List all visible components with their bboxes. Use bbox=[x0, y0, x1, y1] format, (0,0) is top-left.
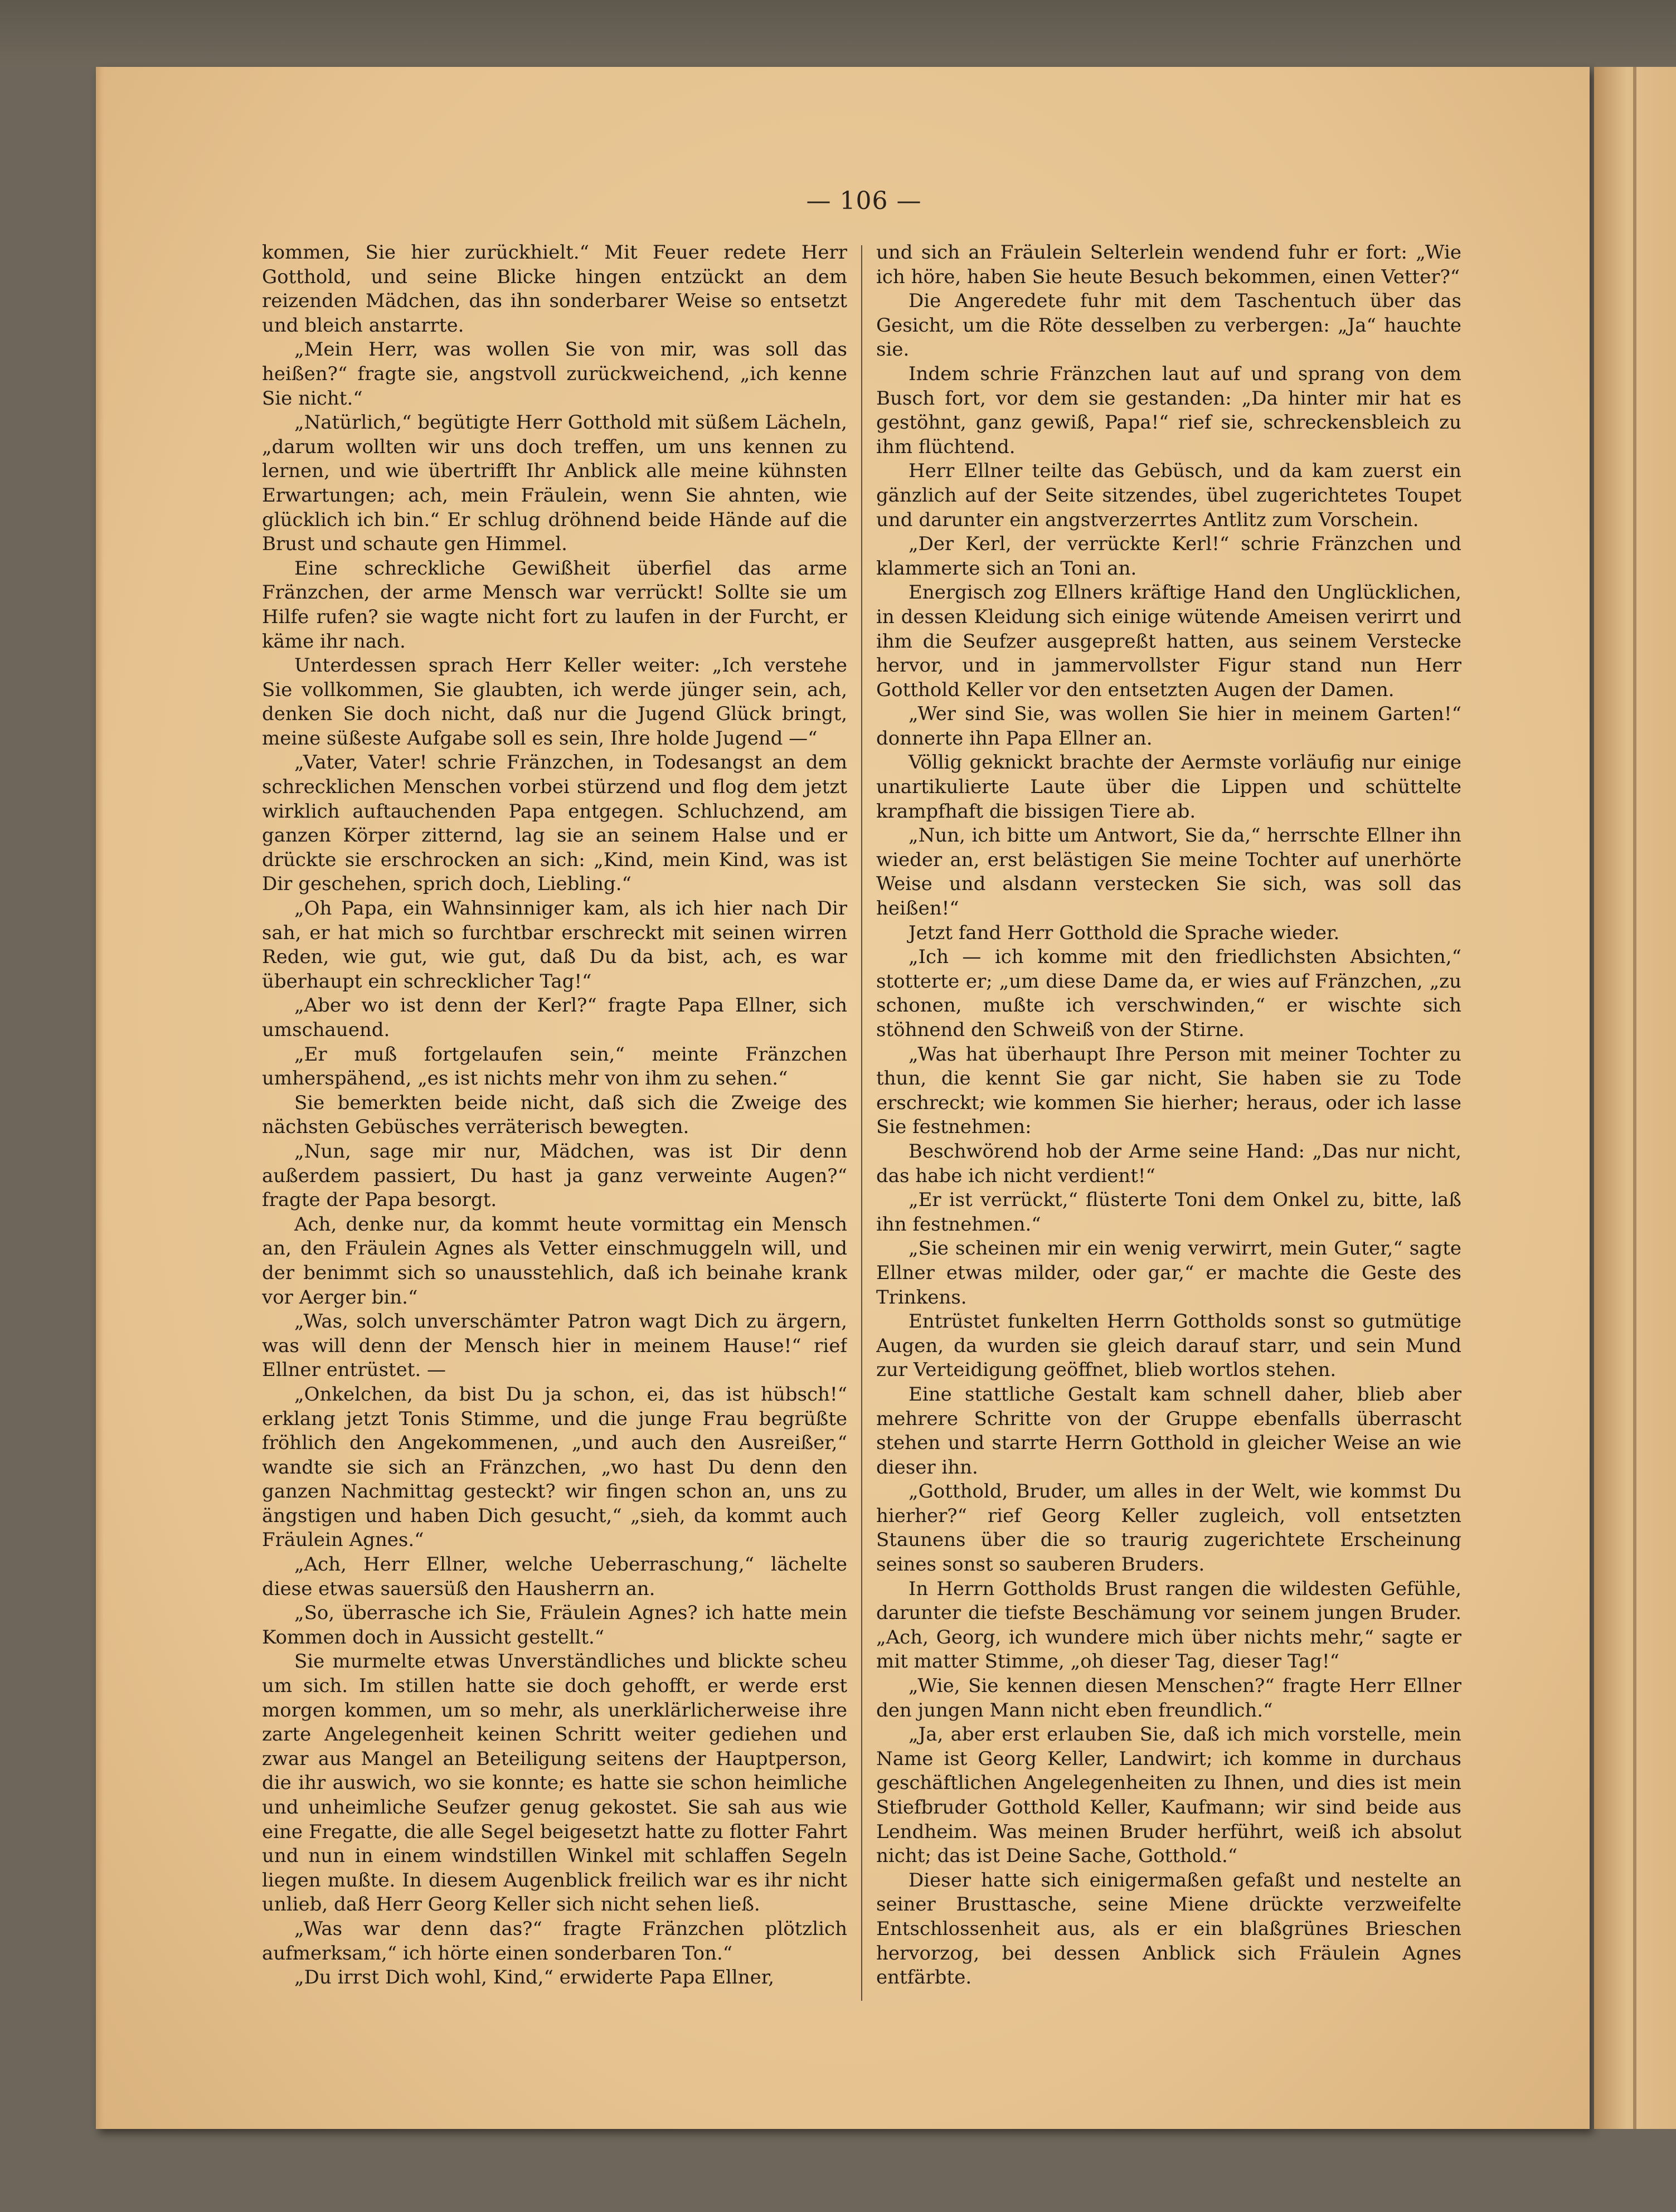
paragraph: Jetzt fand Herr Gotthold die Sprache wieder. bbox=[909, 921, 1340, 944]
paragraph: „Was hat überhaupt Ihre Person mit meiner Tochter zu thun, die kennt Sie gar nicht, Sie haben sie zu Tode erschreckt; wie kommen Sie hierher; heraus, oder ich lasse Sie festnehmen: bbox=[876, 1043, 1461, 1139]
paragraph: „Ich — ich komme mit den friedlichsten Absichten,“ stotterte er; „um diese Dame da, er wies auf Fränzchen, „zu schonen, mußte ich verschwinden,“ er wischte sich stöhnend den Schweiß von der Stirne. bbox=[876, 946, 1461, 1041]
paragraph: Ach, denke nur, da kommt heute vormittag ein Mensch an, den Fräulein Agnes als Vetter einschmuggeln will, und der benimmt sich so unausstehlich, daß ich beinahe krank vor Aerger bin.“ bbox=[262, 1213, 847, 1309]
paragraph: In Herrn Gottholds Brust rangen die wildesten Gefühle, darunter die tiefste Beschämung vor seinem jungen Bruder. „Ach, Georg, ich wundere mich über nichts mehr,“ sagte er mit matter Stimme, „oh dieser Tag, dieser Tag!“ bbox=[876, 1577, 1461, 1673]
paragraph: „Vater, Vater! schrie Fränzchen, in Todesangst an dem schrecklichen Menschen vorbei stürzend und flog dem jetzt wirklich auftauchenden Papa entgegen. Schluchzend, am ganzen Körper zitternd, lag sie an seinem Halse und er drückte sie erschrocken an sich: „Kind, mein Kind, was ist Dir geschehen, sprich doch, Liebling.“ bbox=[262, 751, 847, 896]
paragraph: Energisch zog Ellners kräftige Hand den Unglücklichen, in dessen Kleidung sich einige wütende Ameisen verirrt und ihm die Seufzer ausgepreßt hatten, aus seinem Verstecke hervor, und in jammervollster Figur stand nun Herr Gotthold Keller vor den entsetzten Augen der Damen. bbox=[876, 581, 1461, 701]
paragraph: kommen, Sie hier zurückhielt.“ Mit Feuer redete Herr Gotthold, und seine Blicke hingen entzückt an dem reizenden Mädchen, das ihn sonderbarer Weise so entsetzt und bleich anstarrte. bbox=[262, 241, 847, 337]
paragraph: Dieser hatte sich einigermaßen gefaßt und nestelte an seiner Brusttasche, seine Miene drückte verzweifelte Entschlossenheit aus, als er ein blaßgrünes Brieschen hervorzog, bei dessen Anblick sich Fräulein Agnes entfärbte. bbox=[876, 1869, 1461, 1989]
paragraph: „Oh Papa, ein Wahnsinniger kam, als ich hier nach Dir sah, er hat mich so furchtbar erschreckt mit seinen wirren Reden, wie gut, wie gut, daß Du da bist, ach, es war überhaupt ein schrecklicher Tag!“ bbox=[262, 897, 847, 993]
paragraph: „Nun, sage mir nur, Mädchen, was ist Dir denn außerdem passiert, Du hast ja ganz verweinte Augen?“ fragte der Papa besorgt. bbox=[262, 1140, 847, 1212]
paragraph: „Du irrst Dich wohl, Kind,“ erwiderte Papa Ellner, bbox=[294, 1966, 775, 1989]
paragraph: Die Angeredete fuhr mit dem Taschentuch über das Gesicht, um die Röte desselben zu verbergen: „Ja“ hauchte sie. bbox=[876, 290, 1461, 361]
paragraph: „Wer sind Sie, was wollen Sie hier in meinem Garten!“ donnerte ihn Papa Ellner an. bbox=[876, 703, 1461, 750]
page-number: — 106 — bbox=[806, 187, 922, 215]
paragraph: „Gotthold, Bruder, um alles in der Welt, wie kommst Du hierher?“ rief Georg Keller zugleich, voll entsetzten Staunens über die so traurig zugerichtete Erscheinung seines sonst so sauberen Bruders. bbox=[876, 1480, 1461, 1576]
paragraph: „Natürlich,“ begütigte Herr Gotthold mit süßem Lächeln, „darum wollten wir uns doch treffen, um uns kennen zu lernen, und wie übertrifft Ihr Anblick alle meine kühnsten Erwartungen; ach, mein Fräulein, wenn Sie ahnten, wie glücklich ich bin.“ Er schlug dröhnend beide Hände auf die Brust und schaute gen Himmel. bbox=[262, 411, 847, 556]
left-column bbox=[262, 241, 847, 2002]
column-divider bbox=[861, 245, 862, 2001]
paragraph: „Ja, aber erst erlauben Sie, daß ich mich vorstelle, mein Name ist Georg Keller, Landwirt; ich komme in durchaus geschäftlichen Angelegenheiten zu Ihnen, und dies ist mein Stiefbruder Gotthold Keller, Kaufmann; wir sind beide aus Lendheim. Was meinen Bruder herführt, weiß ich absolut nicht; das ist Deine Sache, Gotthold.“ bbox=[876, 1723, 1461, 1868]
right-column bbox=[876, 241, 1461, 2002]
paragraph: „Sie scheinen mir ein wenig verwirrt, mein Guter,“ sagte Ellner etwas milder, oder gar,“ er machte die Geste des Trinkens. bbox=[876, 1237, 1461, 1309]
paragraph: „Ach, Herr Ellner, welche Ueberraschung,“ lächelte diese etwas sauersüß den Hausherrn an. bbox=[262, 1553, 847, 1600]
paragraph: Entrüstet funkelten Herrn Gottholds sonst so gutmütige Augen, da wurden sie gleich darauf starr, und sein Mund zur Verteidigung geöffnet, blieb wortlos stehen. bbox=[876, 1310, 1461, 1382]
paragraph: „Nun, ich bitte um Antwort, Sie da,“ herrschte Ellner ihn wieder an, erst belästigen Sie meine Tochter auf unerhörte Weise und alsdann verstecken Sie sich, was soll das heißen!“ bbox=[876, 824, 1461, 920]
paragraph: Unterdessen sprach Herr Keller weiter: „Ich verstehe Sie vollkommen, Sie glaubten, ich werde jünger sein, ach, denken Sie doch nicht, daß nur die Jugend Glück bringt, meine süßeste Aufgabe soll es sein, Ihre holde Jugend —“ bbox=[262, 654, 847, 750]
paragraph: „Onkelchen, da bist Du ja schon, ei, das ist hübsch!“ erklang jetzt Tonis Stimme, und die junge Frau begrüßte fröhlich den Angekommenen, „und auch den Ausreißer,“ wandte sie sich an Fränzchen, „wo hast Du denn den ganzen Nachmittag gesteckt? wir fingen schon an, uns zu ängstigen und haben Dich gesucht,“ „sieh, da kommt auch Fräulein Agnes.“ bbox=[262, 1383, 847, 1552]
paragraph: „So, überrasche ich Sie, Fräulein Agnes? ich hatte mein Kommen doch in Aussicht gestellt.“ bbox=[262, 1602, 847, 1649]
adjacent-page-rule bbox=[1633, 67, 1636, 2129]
paragraph: Sie bemerkten beide nicht, daß sich die Zweige des nächsten Gebüsches verräterisch bewegten. bbox=[262, 1091, 847, 1139]
paragraph: Eine schreckliche Gewißheit überfiel das arme Fränzchen, der arme Mensch war verrückt! Sollte sie um Hilfe rufen? sie wagte nicht fort zu laufen in der Furcht, er käme ihr nach. bbox=[262, 557, 847, 653]
paragraph: Beschwörend hob der Arme seine Hand: „Das nur nicht, das habe ich nicht verdient!“ bbox=[876, 1140, 1461, 1187]
paragraph: „Der Kerl, der verrückte Kerl!“ schrie Fränzchen und klammerte sich an Toni an. bbox=[876, 533, 1461, 580]
scanner-background bbox=[0, 0, 1676, 67]
paragraph: „Was war denn das?“ fragte Fränzchen plötzlich aufmerksam,“ ich hörte einen sonderbaren Ton.“ bbox=[262, 1917, 847, 1965]
paragraph: Eine stattliche Gestalt kam schnell daher, blieb aber mehrere Schritte von der Gruppe ebenfalls überrascht stehen und starrte Herrn Gotthold in gleicher Weise an wie dieser ihn. bbox=[876, 1383, 1461, 1479]
paragraph: „Wie, Sie kennen diesen Menschen?“ fragte Herr Ellner den jungen Mann nicht eben freundlich.“ bbox=[876, 1675, 1461, 1722]
paragraph: „Aber wo ist denn der Kerl?“ fragte Papa Ellner, sich umschauend. bbox=[262, 994, 847, 1041]
paragraph: „Er ist verrückt,“ flüsterte Toni dem Onkel zu, bitte, laß ihn festnehmen.“ bbox=[876, 1189, 1461, 1236]
paragraph: Indem schrie Fränzchen laut auf und sprang von dem Busch fort, vor dem sie gestanden: „Da hinter mir hat es gestöhnt, ganz gewiß, Papa!“ rief sie, schreckensbleich zu ihm flüchtend. bbox=[876, 362, 1461, 458]
paragraph: „Er muß fortgelaufen sein,“ meinte Fränzchen umherspähend, „es ist nichts mehr von ihm zu sehen.“ bbox=[262, 1043, 847, 1090]
paragraph: Sie murmelte etwas Unverständliches und blickte scheu um sich. Im stillen hatte sie doch gehofft, er werde erst morgen kommen, um so mehr, als unerklärlicherweise ihre zarte Angelegenheit keinen Schritt weiter gediehen und zwar aus Mangel an Beteiligung seitens der Hauptperson, die ihr auswich, wo sie konnte; es hatte sie schon heimliche und unheimliche Seufzer genug gekostet. Sie sah aus wie eine Fregatte, die alle Segel beigesetzt hatte zu flotter Fahrt und nun in einem windstillen Winkel mit schlaffen Segeln liegen mußte. In diesem Augenblick freilich war es ihr nicht unlieb, daß Herr Georg Keller sich nicht sehen ließ. bbox=[262, 1650, 847, 1916]
paragraph: und sich an Fräulein Selterlein wendend fuhr er fort: „Wie ich höre, haben Sie heute Besuch bekommen, einen Vetter?“ bbox=[876, 241, 1461, 288]
paragraph: „Mein Herr, was wollen Sie von mir, was soll das heißen?“ fragte sie, angstvoll zurückweichend, „ich kenne Sie nicht.“ bbox=[262, 338, 847, 410]
paragraph: Herr Ellner teilte das Gebüsch, und da kam zuerst ein gänzlich auf der Seite sitzendes, übel zugerichtetes Toupet und darunter ein angstverzerrtes Antlitz zum Vorschein. bbox=[876, 460, 1461, 531]
page-gutter-shadow bbox=[96, 67, 104, 2129]
paragraph: Völlig geknickt brachte der Aermste vorläufig nur einige unartikulierte Laute über die Lippen und schüttelte krampfhaft die bissigen Tiere ab. bbox=[876, 751, 1461, 823]
paragraph: „Was, solch unverschämter Patron wagt Dich zu ärgern, was will denn der Mensch hier in meinem Hause!“ rief Ellner entrüstet. — bbox=[262, 1310, 847, 1382]
